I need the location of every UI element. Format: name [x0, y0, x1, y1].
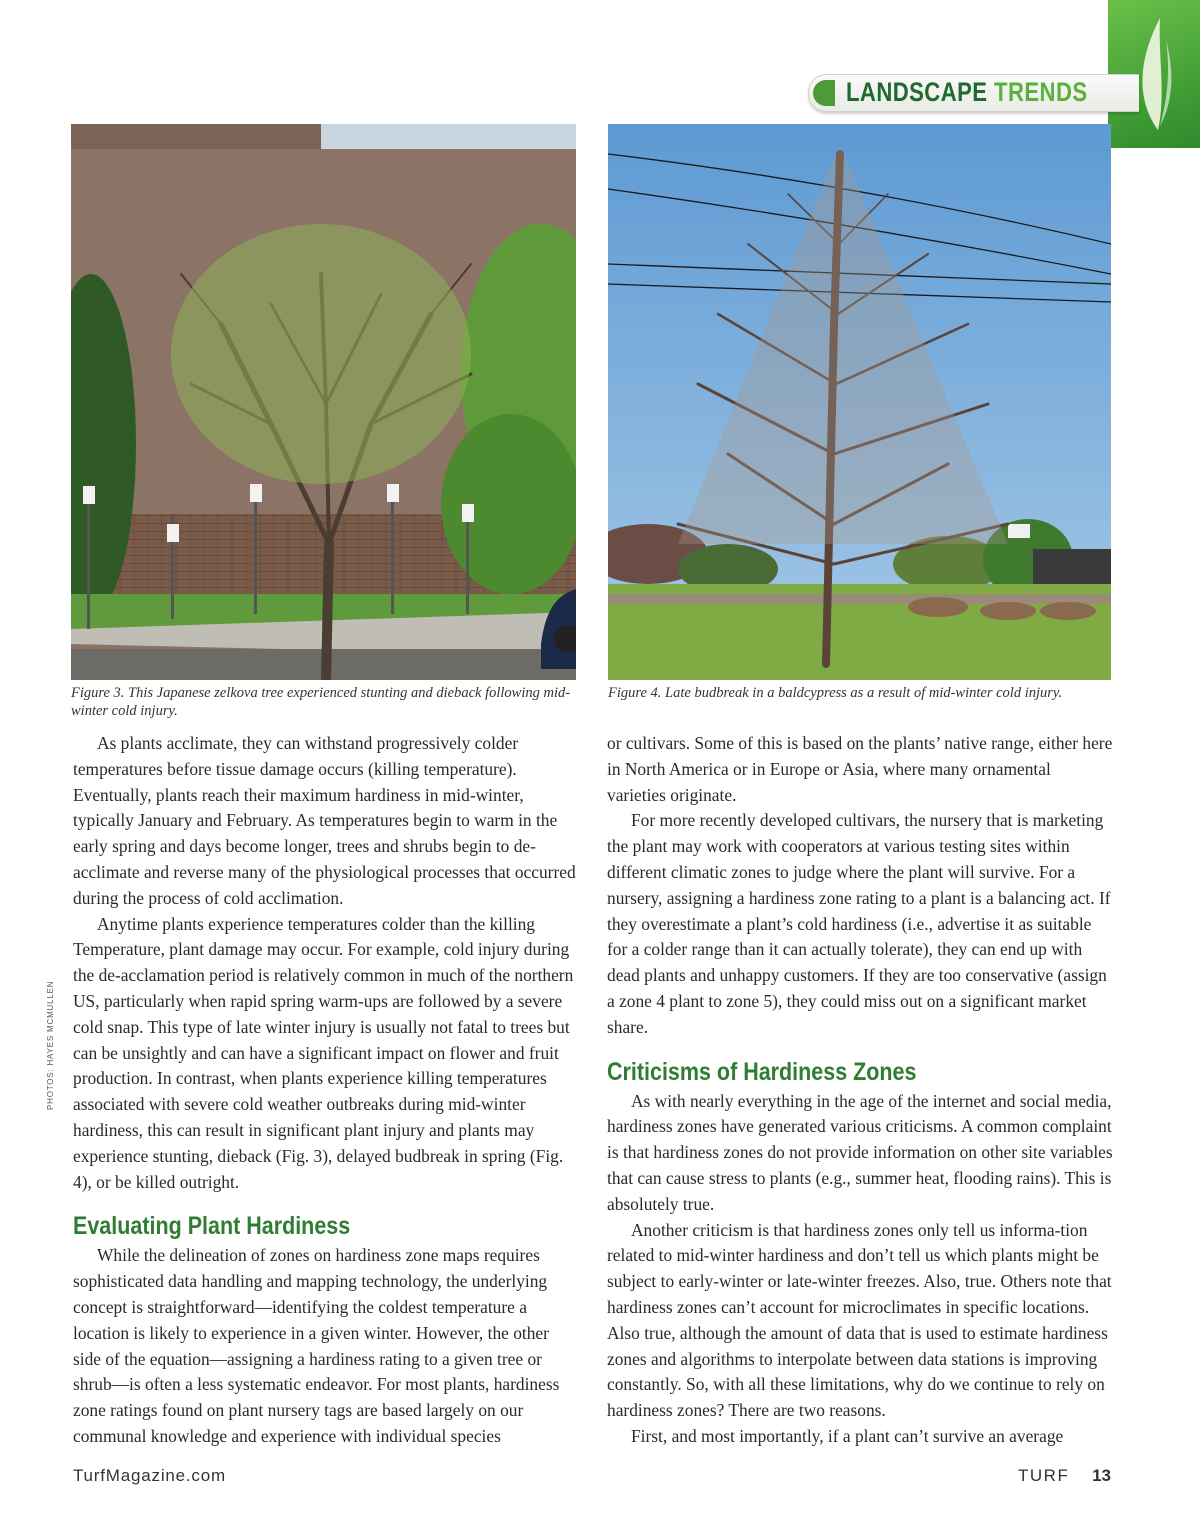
photo-credit: PHOTOS: HAYES MCMULLEN — [46, 980, 55, 1110]
section-title — [846, 74, 1088, 110]
section-title-word1: LANDSCAPE — [846, 77, 988, 107]
figure-3-photo — [71, 124, 576, 680]
section-heading: Evaluating Plant Hardiness — [73, 1212, 351, 1241]
paragraph: Another criticism is that hardiness zones only tell us informa-tion related to mid-winter hardiness and don’t tell us which plants might be subject to early-winter or late-winter freezes. Also, true. Others note that hardiness zones can’t account for microclimates in specific locations. Also true, although the amount of data that is used to estimate hardiness zones and algorithms to interpolate between data stations is improving constantly. So, with all these limitations, why do we continue to rely on hardiness zones? There are two reasons. — [607, 1219, 1112, 1421]
footer-website: TurfMagazine.com — [73, 1466, 226, 1485]
section-title-word2: TRENDS — [994, 77, 1088, 107]
paragraph: While the delineation of zones on hardiness zone maps requires sophisticated data handling and mapping technology, the underlying concept is straightforward—identifying the coldest temperature a location is likely to experience in a given winter. However, the other side of the equation—assigning a hardiness rating to a given tree or shrub—is often a less systematic endeavor. For most plants, hardiness zone ratings found on plant nursery tags are based largely on our communal knowledge and experience with individual species — [73, 1245, 560, 1446]
section-heading: Criticisms of Hardiness Zones — [607, 1057, 917, 1086]
footer-magazine-name: TURF — [1018, 1466, 1070, 1485]
paragraph: or cultivars. Some of this is based on the plants’ native range, either here in North America or in Europe or Asia, where many ornamental varieties originate. — [607, 733, 1113, 805]
figure-3-caption: Figure 3. This Japanese zelkova tree experienced stunting and dieback following mid-winter cold injury. — [71, 685, 571, 719]
paragraph: Anytime plants experience temperatures colder than the killing Temperature, plant damage may occur. For example, cold injury during the de-acclamation period is relatively common in much of the northern US, particularly when rapid spring warm-ups are followed by a severe cold snap. This type of late winter injury is usually not fatal to trees but can be unsightly and can have a significant impact on flower and fruit production. In contrast, when plants experience killing temperatures associated with severe cold weather outbreaks during mid-winter hardiness, this can result in significant plant injury and plants may experience stunting, dieback (Fig. 3), delayed budbreak in spring (Fig. 4), or be killed outright. — [73, 913, 574, 1192]
paragraph: First, and most importantly, if a plant can’t survive an average — [631, 1425, 1064, 1446]
paragraph: For more recently developed cultivars, the nursery that is marketing the plant may work with cooperators at various testing sites within different climatic zones to judge where the plant will survive. For a nursery, assigning a hardiness zone rating to a plant is a balancing act. If they overestimate a plant’s cold hardiness (i.e., advertise it as suitable for a colder range than it can actually tolerate), they can end up with dead plants and unhappy customers. If they are too conservative (assign a zone 4 plant to zone 5), they could miss out on a significant market share. — [607, 810, 1111, 1037]
page-number: 13 — [1092, 1466, 1111, 1485]
figure-4-caption: Figure 4. Late budbreak in a baldcypress as a result of mid-winter cold injury. — [608, 685, 1063, 701]
footer-page-info — [1018, 1466, 1111, 1486]
left-column — [73, 731, 579, 1450]
paragraph: As with nearly everything in the age of the internet and social media, hardiness zones have generated various criticisms. A common complaint is that hardiness zones do not provide information on other site variables that can cause stress to plants (e.g., summer heat, flooding rains). This is absolutely true. — [607, 1090, 1113, 1214]
right-column — [607, 731, 1113, 1450]
figure-4-photo — [608, 124, 1111, 680]
paragraph: As plants acclimate, they can withstand progressively colder temperatures before tissue damage occurs (killing temperature). Eventually, plants reach their maximum hardiness in mid-winter, typically January and February. As temperatures begin to warm in the early spring and days become longer, trees and shrubs begin to de-acclimate and reverse many of the physiological processes that occurred during the process of cold acclimation. — [73, 733, 576, 908]
